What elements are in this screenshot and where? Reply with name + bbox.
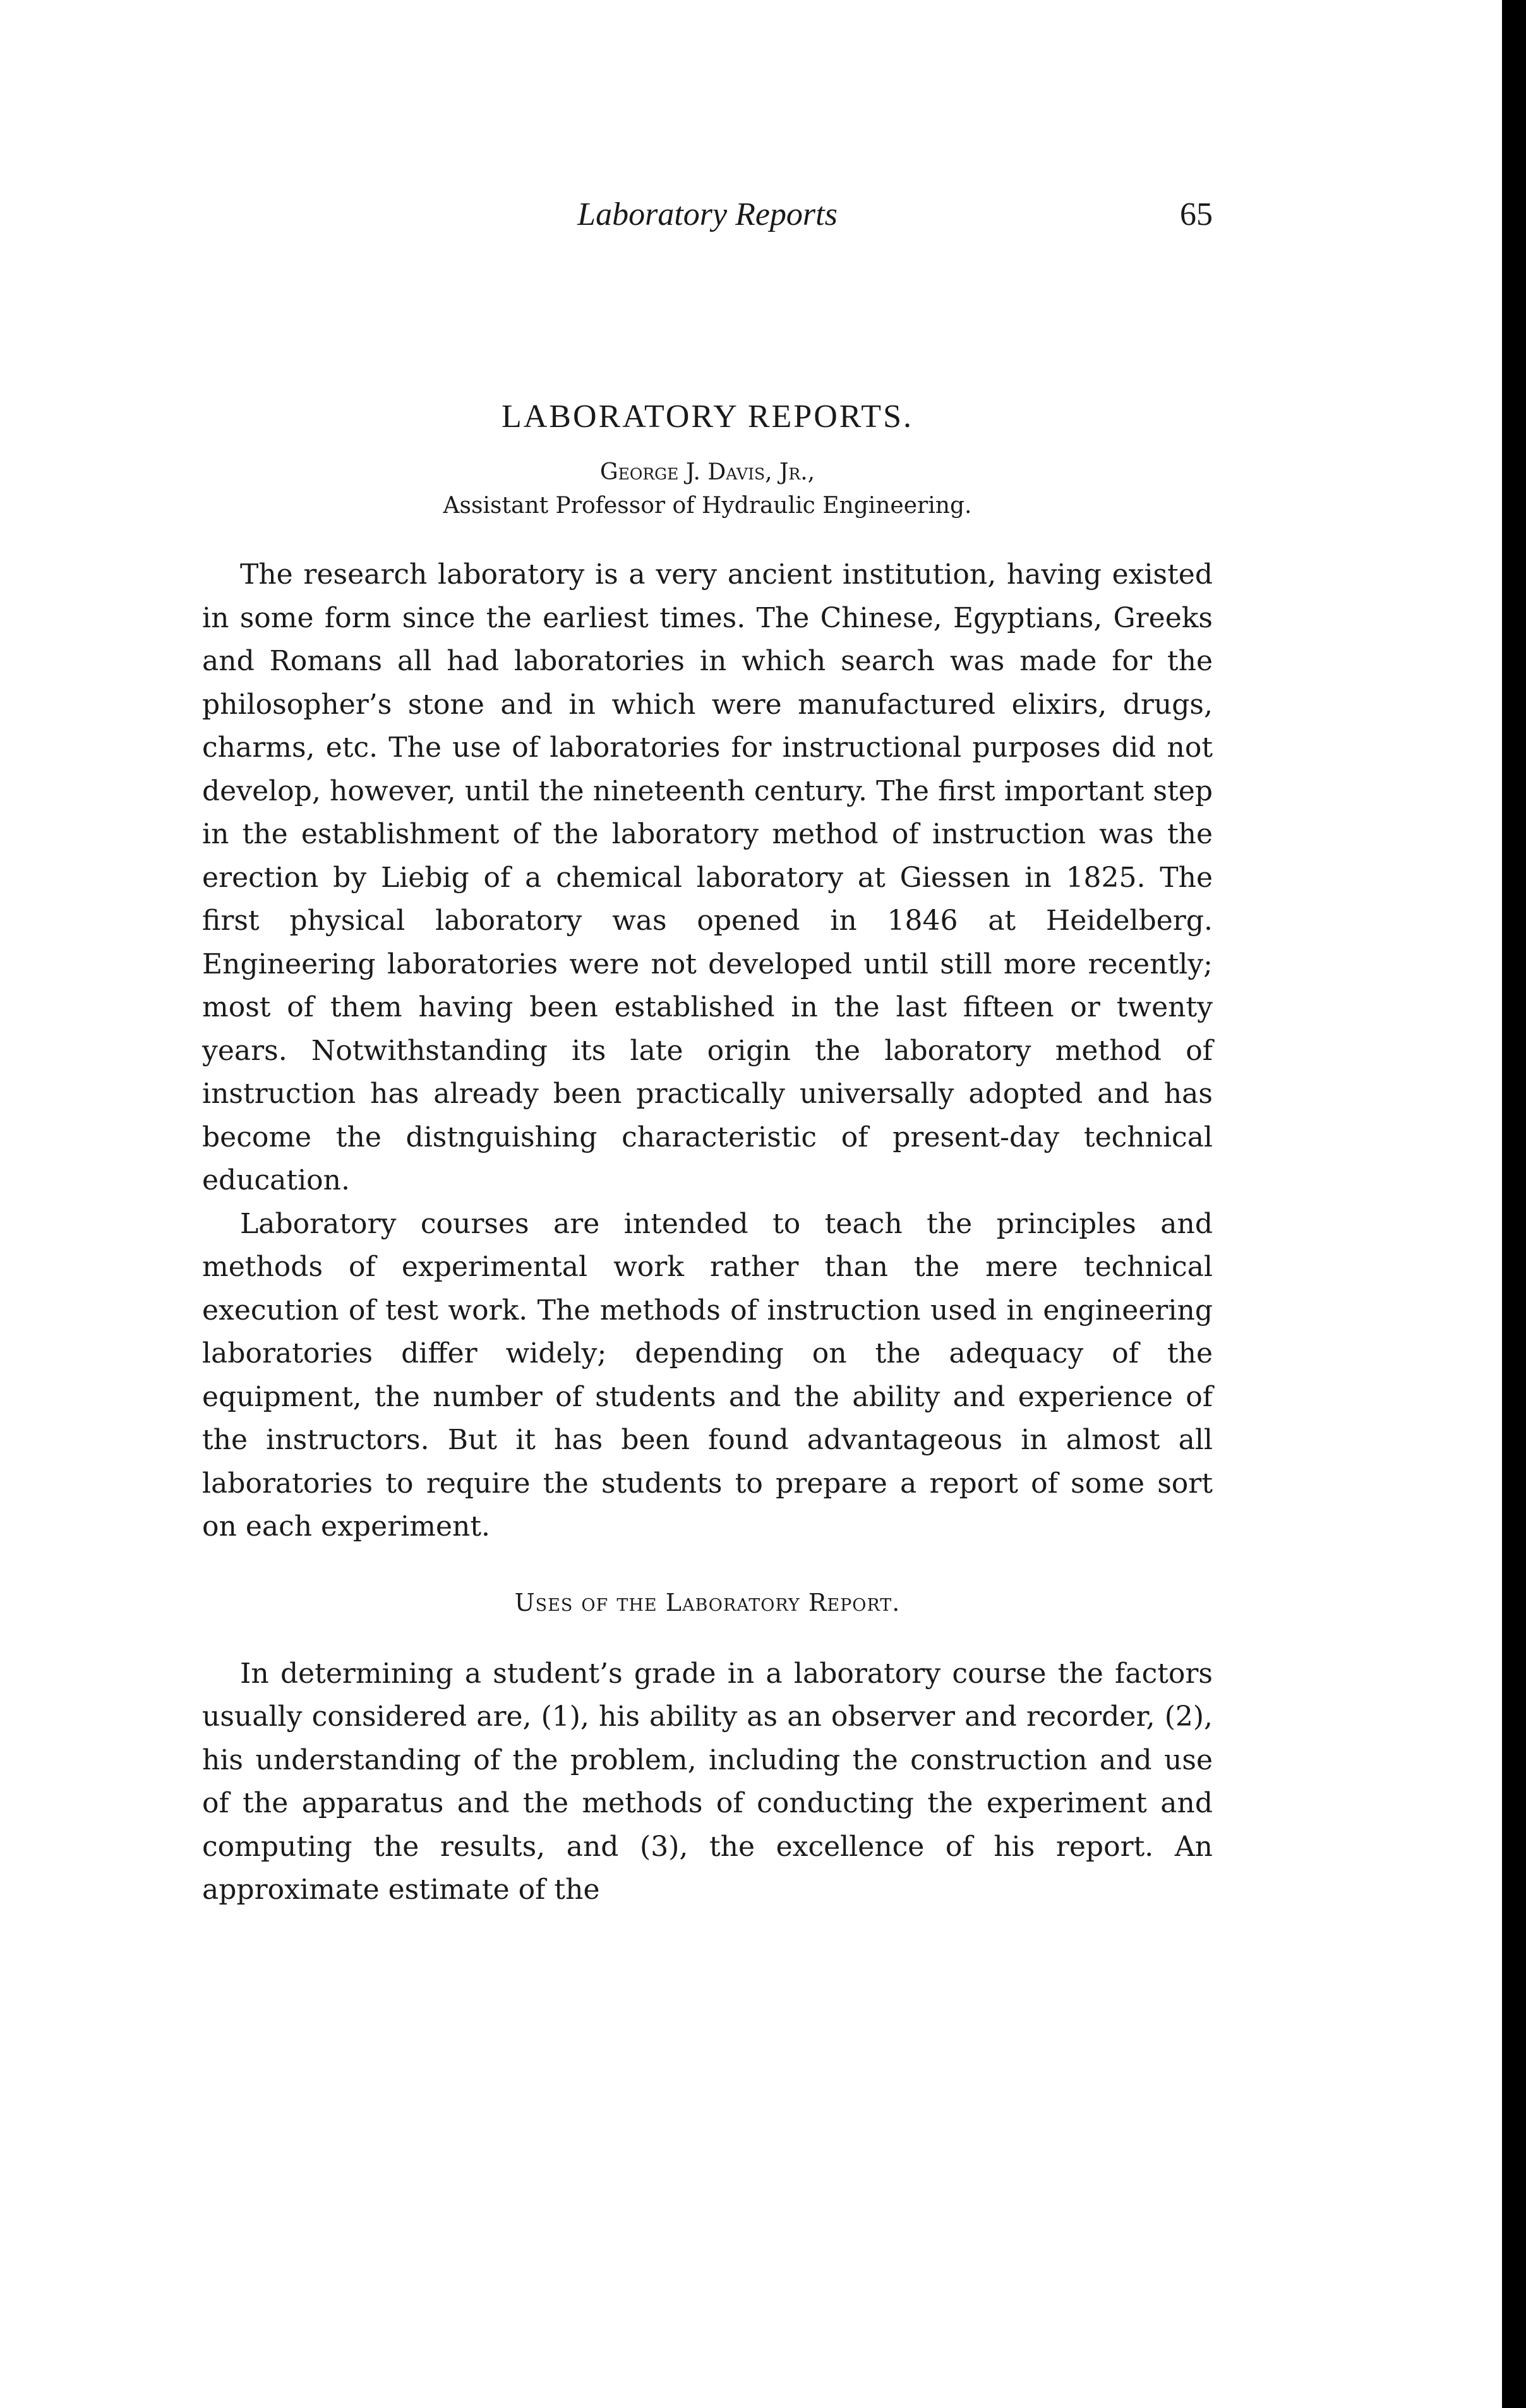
article (202, 392, 1213, 1912)
author-affiliation: Assistant Professor of Hydraulic Engineering. (443, 493, 972, 519)
paragraph: In determining a student’s grade in a laboratory course the factors usually considered are, (1), his ability as an observer and recorder, (2), his understanding of the problem, including the construction and use of the apparatus and the methods of conducting the experiment and computing the results, and (3), the excellence of his report. An approximate estimate of the (202, 1657, 1213, 1906)
article-title: LABORATORY REPORTS. (501, 399, 913, 435)
scan-border (1502, 0, 1526, 2408)
running-head (202, 190, 1213, 240)
paragraph: The research laboratory is a very ancient institution, having existed in some form since the earliest times. The Chinese, Egyptians, Greeks and Romans all had laboratories in which search was made for the philosopher’s stone and in which were manufactured elixirs, drugs, charms, etc. The use of laboratories for instructional purposes did not develop, however, until the nineteenth century. The first important step in the establishment of the laboratory method of instruction was the erection by Liebig of a chemical laboratory at Giessen in 1825. The first physical laboratory was opened in 1846 at Heidelberg. Engineering laboratories were not developed until still more recently; most of them having been established in the last fifteen or twenty years. Notwithstanding its late origin the laboratory method of instruction has already been practically universally adopted and has become the distnguishing characteristic of present-day technical education. (202, 558, 1213, 1196)
author-name: George J. Davis, Jr., (599, 459, 815, 485)
paragraph: Laboratory courses are intended to teach the principles and methods of experimental work rather than the mere technical execution of test work. The methods of instruction used in engineering laboratories differ widely; depending on the adequacy of the equipment, the number of students and the ability and experience of the instructors. But it has been found advantageous in almost all laboratories to require the students to prepare a report of some sort on each experiment. (202, 1207, 1213, 1543)
running-title: Laboratory Reports (577, 196, 838, 232)
section-heading: Uses of the Laboratory Report. (514, 1588, 901, 1616)
page-number: 65 (1180, 196, 1213, 232)
